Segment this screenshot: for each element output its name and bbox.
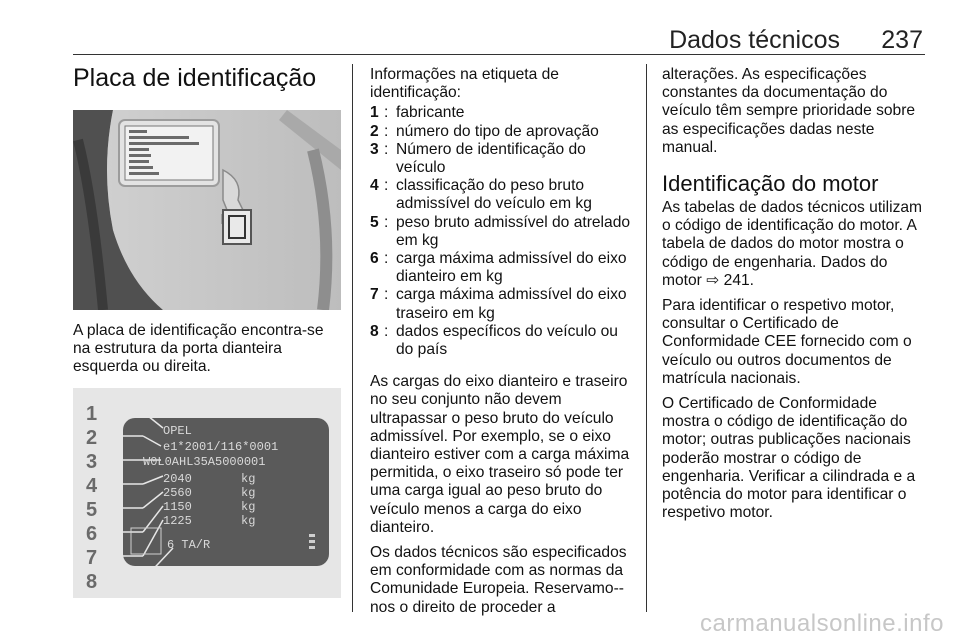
list-item-number: 8	[370, 322, 379, 340]
list-item: 3 : Número de identificação do veículo	[370, 141, 632, 177]
list-intro: Informações na etiqueta de identificação:	[370, 66, 559, 102]
list-item-number: 5	[370, 213, 379, 231]
list-item: 7 : carga máxima admissível do eixo traseiro em kg	[370, 286, 632, 322]
plate-line-gcw: 2560	[163, 486, 192, 500]
list-item-number: 3	[370, 140, 379, 158]
header-title: Dados técnicos	[669, 26, 840, 54]
identification-plate-illustration	[73, 388, 341, 598]
list-item-text: Número de identificação do veículo	[396, 140, 586, 177]
list-item-number: 6	[370, 250, 379, 268]
list-item: 6 : carga máxima admissível do eixo dianteiro em kg	[370, 250, 632, 286]
list-item-text: carga máxima admissível do eixo traseiro em kg	[396, 286, 627, 322]
conformity-certificate-paragraph: O Certificado de Conformidade mostra o código de identificação do motor; outras publicações nacionais poderão mostrar o código de engenharia. Verificar a cilindrada e a potência do motor para identificar o respetivo motor.	[662, 395, 916, 522]
callout-7: 7	[86, 547, 98, 569]
plate-unit-1: kg	[241, 472, 256, 486]
column-middle	[370, 66, 632, 617]
specifications-continued-paragraph: alterações. As especificações constantes da documentação do veículo têm sempre prioridade sobre as especificações dadas neste manual.	[662, 66, 916, 156]
plate-line-approval: e1*2001/116*0001	[163, 440, 279, 454]
photo-caption: A placa de identificação encontra-se na estrutura da porta dianteira esquerda ou direita.	[73, 322, 324, 376]
callout-4: 4	[86, 475, 98, 497]
page-reference-arrow-icon: ⇨	[706, 271, 720, 289]
engine-code-paragraph	[662, 199, 928, 290]
list-item: 8 : dados específicos do veículo ou do país	[370, 323, 632, 359]
callout-6: 6	[86, 523, 98, 545]
callout-8: 8	[86, 571, 98, 593]
plate-line-front-axle: 1150	[163, 500, 192, 514]
page-number: 237	[881, 26, 923, 54]
list-item-number: 4	[370, 177, 379, 195]
list-item-number: 7	[370, 286, 379, 304]
header-rule	[73, 54, 925, 55]
list-item-text: fabricante	[396, 104, 465, 122]
plate-line-country: 6 TA/R	[167, 538, 211, 552]
list-item-text: classificação do peso bruto admissível do veículo em kg	[396, 177, 592, 213]
column-divider-right	[646, 64, 647, 612]
list-item: 4 : classificação do peso bruto admissível do veículo em kg	[370, 177, 632, 213]
plate-line-gvw: 2040	[163, 472, 192, 486]
section-title: Placa de identificação	[73, 64, 317, 92]
column-divider-left	[352, 64, 353, 612]
plate-line-rear-axle: 1225	[163, 514, 192, 528]
list-item: 5 : peso bruto admissível do atrelado em kg	[370, 213, 631, 249]
engine-identification-heading: Identificação do motor	[662, 171, 879, 197]
list-item-text: peso bruto admissível do atrelado em kg	[396, 213, 631, 249]
plate-line-vin: W0L0AHL35A5000001	[143, 455, 266, 469]
door-frame-photo	[73, 110, 341, 310]
plate-unit-3: kg	[241, 500, 256, 514]
engine-code-text: As tabelas de dados técnicos utilizam o código de identificação do motor. A tabela de dados do motor mostra o código de engenharia. Dados do motor	[662, 199, 923, 289]
list-item-text: carga máxima admissível do eixo dianteiro em kg	[396, 250, 627, 286]
plate-unit-4: kg	[241, 514, 256, 528]
callout-3: 3	[86, 451, 98, 473]
column-right	[662, 66, 928, 522]
callout-2: 2	[86, 427, 98, 449]
callout-1: 1	[86, 403, 98, 425]
list-item-text: número do tipo de aprovação	[396, 122, 599, 140]
list-item: 1 : fabricante	[370, 104, 632, 122]
axle-load-paragraph: As cargas do eixo dianteiro e traseiro no seu conjunto não devem ultrapassar o peso bruto do veículo admissível. Por exemplo, se o eixo dianteiro estiver com a carga máxima permitida, o eixo traseiro só pode ter uma carga igual ao peso bruto do veículo menos a carga do eixo dianteiro.	[370, 373, 630, 536]
identify-engine-paragraph: Para identificar o respetivo motor, consultar o Certificado de Conformidade CEE fornecido com o veículo ou outros documentos de matrícula nacionais.	[662, 297, 912, 387]
callout-5: 5	[86, 499, 98, 521]
watermark: carmanualsonline.info	[700, 610, 944, 637]
list-item-number: 2	[370, 122, 379, 140]
list-item: 2 : número do tipo de aprovação	[370, 123, 632, 141]
list-item-text: dados específicos do veículo ou do país	[396, 322, 618, 359]
plate-line-manufacturer: OPEL	[163, 424, 192, 438]
plate-legend-list	[370, 104, 632, 359]
list-item-number: 1	[370, 104, 379, 122]
page-reference-link[interactable]: 241.	[723, 271, 754, 289]
plate-unit-2: kg	[241, 486, 256, 500]
eu-standards-paragraph: Os dados técnicos são especificados em conformidade com as normas da Comunidade Europeia. Reservamo--nos o direito de proceder a	[370, 544, 627, 616]
